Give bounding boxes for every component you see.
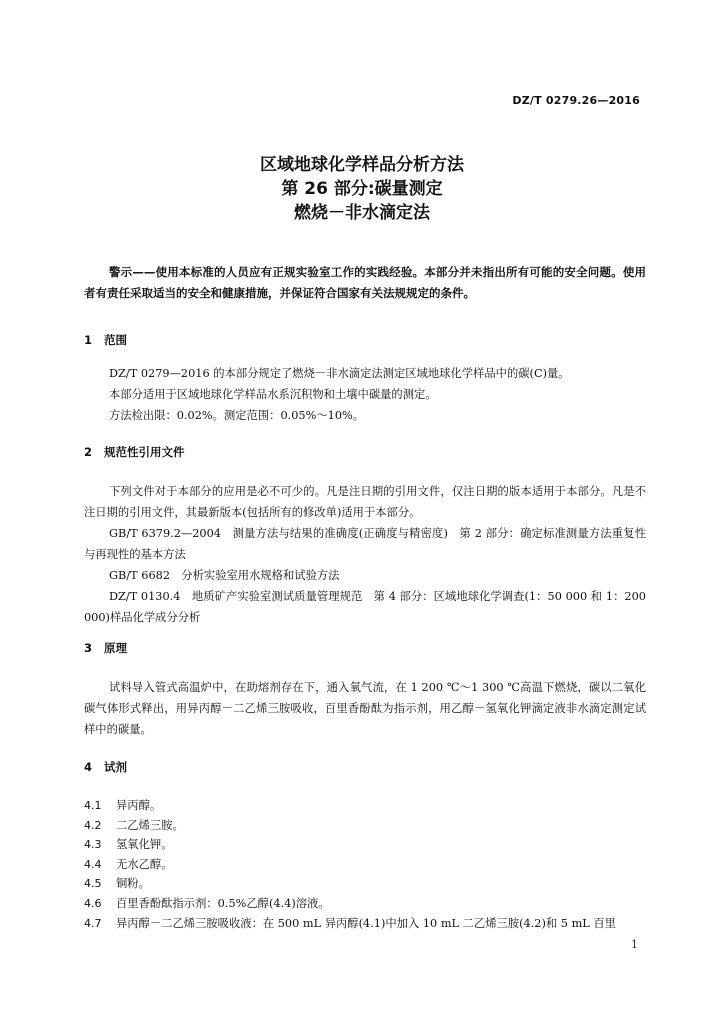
normative-references-body [84,481,646,628]
reference-entry: GB/T 6379.2—2004 测量方法与结果的准确度(正确度与精密度) 第 2 部分：确定标准测量方法重复性与再现性的基本方法 [84,527,646,561]
section-number: 4 [84,760,93,774]
paragraph: DZ/T 0279—2016 的本部分规定了燃烧－非水滴定法测定区域地球化学样品中的碳(C)量。 [109,367,570,380]
page-number: 1 [631,938,638,951]
item-number: 4.5 [84,877,102,891]
title-line-1: 区域地球化学样品分析方法 [260,155,464,175]
reference-entry: DZ/T 0130.4 地质矿产实验室测试质量管理规范 第 4 部分：区域地球化学调查(1：50 000 和 1：200 000)样品化学成分分析 [84,590,646,624]
section-title: 原理 [104,641,127,655]
safety-warning: 警示——使用本标准的人员应有正规实验室工作的实践经验。本部分并未指出所有可能的安全问题。使用者有责任采取适当的安全和健康措施，并保证符合国家有关法规规定的条件。 [84,265,646,300]
item-number: 4.7 [84,916,102,930]
document-title [0,153,724,225]
section-number: 1 [84,333,93,347]
section-heading-principle [84,640,127,656]
reagent-list [84,796,646,933]
item-number: 4.1 [84,799,102,812]
item-number: 4.2 [84,818,102,832]
section-number: 2 [84,445,93,459]
section-title: 试剂 [104,760,127,774]
item-text: 二乙烯三胺。 [116,818,184,832]
section-title: 范围 [104,333,127,347]
paragraph: 试料导入管式高温炉中，在助熔剂存在下，通入氧气流，在 1 200 ℃～1 300 ℃高温下燃烧，碳以二氧化碳气体形式释出，用异丙醇－二乙烯三胺吸收，百里香酚酞为指示剂，用乙醇－氢氧化钾滴定液非水滴定测定试样中的碳量。 [84,681,646,736]
reagent-item [84,816,646,836]
item-number: 4.3 [84,838,102,852]
section-heading-normative-references [84,444,185,460]
item-text: 异丙醇。 [116,799,162,812]
title-line-3: 燃烧－非水滴定法 [294,203,430,223]
section-heading-reagents [84,759,127,775]
item-number: 4.4 [84,857,102,871]
section-heading-scope [84,332,127,348]
reagent-item [84,914,646,934]
section-number: 3 [84,641,93,655]
paragraph: 方法检出限：0.02%。测定范围：0.05%～10%。 [109,409,365,422]
reagent-item [84,835,646,855]
title-line-2: 第 26 部分:碳量测定 [281,179,443,199]
section-title: 规范性引用文件 [104,445,185,459]
item-text: 百里香酚酞指示剂：0.5%乙醇(4.4)溶液。 [116,896,330,910]
scope-body [84,363,646,426]
standard-code: DZ/T 0279.26—2016 [512,94,640,107]
item-text: 异丙醇－二乙烯三胺吸收液：在 500 mL 异丙醇(4.1)中加入 10 mL 二乙烯三胺(4.2)和 5 mL 百里 [116,916,616,930]
reagent-item [84,874,646,894]
principle-body [84,677,646,740]
reagent-item [84,855,646,875]
reference-entry: GB/T 6682 分析实验室用水规格和试验方法 [109,569,340,582]
item-text: 铜粉。 [116,877,150,891]
reagent-item [84,796,646,816]
paragraph: 下列文件对于本部分的应用是必不可少的。凡是注日期的引用文件，仅注日期的版本适用于本部分。凡是不注日期的引用文件，其最新版本(包括所有的修改单)适用于本部分。 [84,485,646,519]
item-number: 4.6 [84,896,102,910]
reagent-item [84,894,646,914]
item-text: 无水乙醇。 [116,857,173,871]
paragraph: 本部分适用于区域地球化学样品水系沉积物和土壤中碳量的测定。 [109,388,437,401]
item-text: 氢氧化钾。 [116,838,173,852]
